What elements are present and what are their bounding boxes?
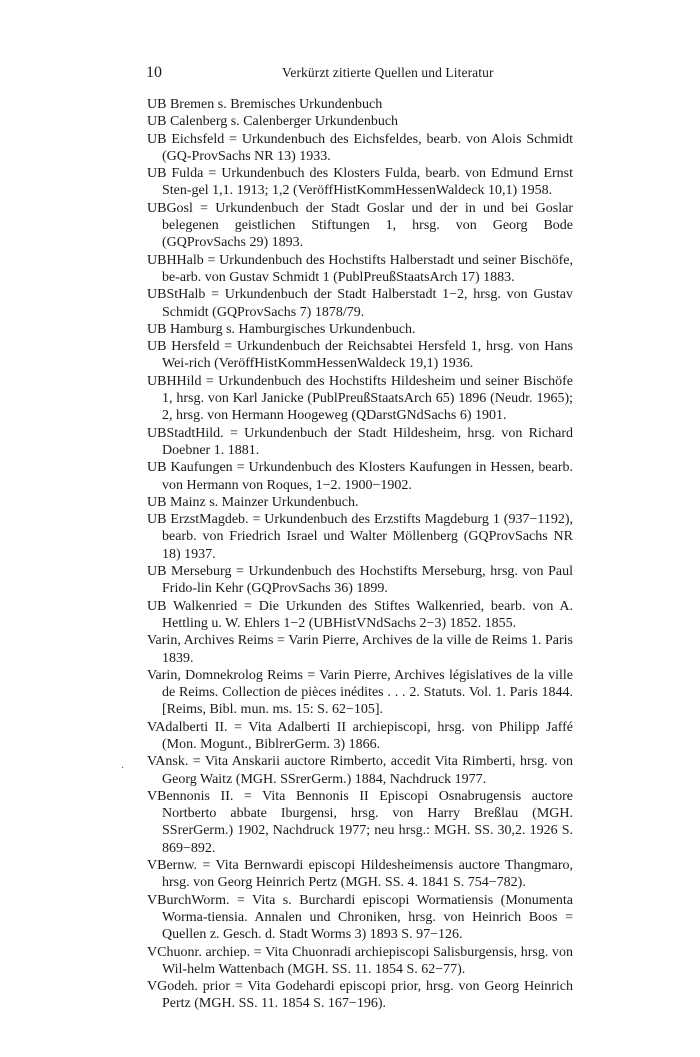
page-header xyxy=(146,64,566,86)
bibliography-entry: VAdalberti II. = Vita Adalberti II archiepiscopi, hrsg. von Philipp Jaffé (Mon. Mogunt., BiblrerGerm. 3) 1866. xyxy=(147,719,573,752)
bibliography-entry: UB Calenberg s. Calenberger Urkundenbuch xyxy=(147,114,399,130)
bibliography-entry: UBGosl = Urkundenbuch der Stadt Goslar und der in und bei Goslar belegenen geistlichen Stiftungen 1, hrsg. von Georg Bode (GQProvSachs 29) 1893. xyxy=(147,200,573,251)
bibliography-entry: UB Fulda = Urkundenbuch des Klosters Fulda, bearb. von Edmund Ernst Sten-gel 1,1. 1913; 1,2 (VeröffHistKommHessenWaldeck 10,1) 1958. xyxy=(147,166,573,199)
bibliography-entry: VGodeh. prior = Vita Godehardi episcopi prior, hrsg. von Georg Heinrich Pertz (MGH. SS. 11. 1854 S. 167−196). xyxy=(147,979,573,1012)
bibliography-entry: UB Hersfeld = Urkundenbuch der Reichsabtei Hersfeld 1, hrsg. von Hans Wei-rich (VeröffHistKommHessenWaldeck 19,1) 1936. xyxy=(147,339,573,372)
bibliography-entry: Varin, Archives Reims = Varin Pierre, Archives de la ville de Reims 1. Paris 1839. xyxy=(147,633,573,666)
bibliography-entry: VBernw. = Vita Bernwardi episcopi Hildesheimensis auctore Thangmaro, hrsg. von Georg Heinrich Pertz (MGH. SS. 4. 1841 S. 754−782). xyxy=(147,858,573,891)
bibliography-entry: UB Merseburg = Urkundenbuch des Hochstifts Merseburg, hrsg. von Paul Frido-lin Kehr (GQProvSachs 36) 1899. xyxy=(147,564,573,597)
bibliography-entry: UBStHalb = Urkundenbuch der Stadt Halberstadt 1−2, hrsg. von Gustav Schmidt (GQProvSachs 7) 1878/79. xyxy=(147,287,573,320)
bibliography-entry: UB ErzstMagdeb. = Urkundenbuch des Erzstifts Magdeburg 1 (937−1192), bearb. von Friedrich Israel und Walter Möllenberg (GQProvSachs NR 18) 1937. xyxy=(147,512,573,562)
bibliography-entry: UB Walkenried = Die Urkunden des Stiftes Walkenried, bearb. von A. Hettling u. W. Ehlers 1−2 (UBHistVNdSachs 2−3) 1852. 1855. xyxy=(147,598,573,631)
bibliography-entry: UB Hamburg s. Hamburgisches Urkundenbuch. xyxy=(147,321,416,337)
bibliography-entry: UB Mainz s. Mainzer Urkundenbuch. xyxy=(147,494,359,510)
running-title: Verkürzt zitierte Quellen und Literatur xyxy=(282,65,494,80)
page-number: 10 xyxy=(146,64,162,81)
bibliography-entry: VBennonis II. = Vita Bennonis II Episcopi Osnabrugensis auctore Nortberto abbate Iburgensi, hrsg. von Harry Breßlau (MGH. SSrerGerm.) 1902, Nachdruck 1977; neu hrsg.: MGH. SS. 30,2. 1926 S. 869−892. xyxy=(147,788,573,856)
bibliography-entry: Varin, Domnekrolog Reims = Varin Pierre, Archives législatives de la ville de Reims. Collection de pièces inédites . . . 2. Statuts. Vol. 1. Paris 1844. [Reims, Bibl. mun. ms. 15: S. 62−105]. xyxy=(147,667,573,718)
bibliography-entry: UBStadtHild. = Urkundenbuch der Stadt Hildesheim, hrsg. von Richard Doebner 1. 1881. xyxy=(147,425,573,458)
bibliography-entry: VAnsk. = Vita Anskarii auctore Rimberto, accedit Vita Rimberti, hrsg. von Georg Waitz (MGH. SSrerGerm.) 1884, Nachdruck 1977. xyxy=(147,754,573,787)
bibliography-entry: UBHHild = Urkundenbuch des Hochstifts Hildesheim und seiner Bischöfe 1, hrsg. von Karl Janicke (PublPreußStaatsArch 65) 1896 (Neudr. 1965); 2, hrsg. von Hermann Hoogeweg (QDarstGNdSachs 6) 1901. xyxy=(147,373,573,424)
bibliography-entry: UB Eichsfeld = Urkundenbuch des Eichsfeldes, bearb. von Alois Schmidt (GQ-ProvSachs NR 13) 1933. xyxy=(147,131,573,164)
bibliography-entry: UBHHalb = Urkundenbuch des Hochstifts Halberstadt und seiner Bischöfe, be-arb. von Gustav Schmidt 1 (PublPreußStaatsArch 17) 1883. xyxy=(147,252,573,285)
bibliography-entry: VBurchWorm. = Vita s. Burchardi episcopi Wormatiensis (Monumenta Worma-tiensia. Annalen und Chroniken, hrsg. von Heinrich Boos = Quellen z. Gesch. d. Stadt Worms 3) 1893 S. 97−126. xyxy=(147,892,573,943)
bibliography-entry: VChuonr. archiep. = Vita Chuonradi archiepiscopi Salisburgensis, hrsg. von Wil-helm Wattenbach (MGH. SS. 11. 1854 S. 62−77). xyxy=(147,944,573,977)
stray-mark: · xyxy=(121,763,125,774)
bibliography-list xyxy=(147,96,573,1013)
bibliography-entry: UB Kaufungen = Urkundenbuch des Klosters Kaufungen in Hessen, bearb. von Hermann von Roques, 1−2. 1900−1902. xyxy=(147,460,573,493)
bibliography-entry: UB Bremen s. Bremisches Urkundenbuch xyxy=(147,97,383,112)
